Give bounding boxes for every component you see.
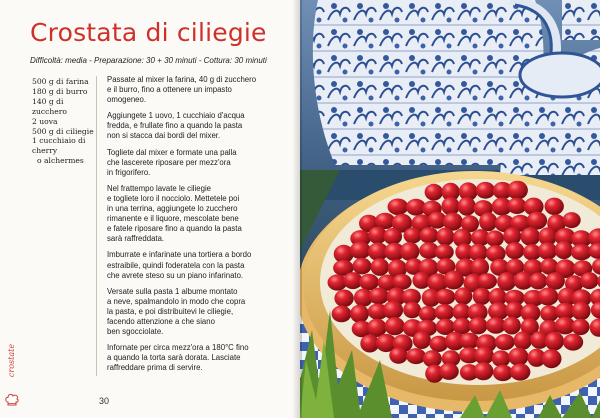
cherry xyxy=(505,302,523,319)
cherry xyxy=(493,365,513,381)
cherry-tart-photo xyxy=(300,0,600,418)
cherry xyxy=(476,182,495,199)
cherry xyxy=(435,304,455,320)
cherry xyxy=(425,184,443,201)
cherry xyxy=(419,227,438,243)
cherry xyxy=(514,331,532,349)
ingredients-list xyxy=(32,77,94,166)
cherry xyxy=(383,301,403,320)
section-label xyxy=(6,330,18,390)
step-paragraph xyxy=(107,184,285,245)
ingredient-item: 1 cucchiaio di cherry xyxy=(32,136,86,156)
cherry xyxy=(538,288,559,306)
recipe-steps xyxy=(107,75,285,379)
step-line: raffreddare prima di servire. xyxy=(107,363,203,373)
cherry xyxy=(419,306,437,322)
cherry xyxy=(443,271,464,290)
cherry xyxy=(486,230,504,246)
cherry xyxy=(563,212,581,228)
step-line: rimanente e il liquore, mescolate bene xyxy=(107,214,239,224)
cherry xyxy=(389,347,407,364)
ingredient-item: 500 g di farina xyxy=(32,77,89,86)
step-line: omogeneo. xyxy=(107,95,147,105)
cherry xyxy=(497,272,516,291)
cherry xyxy=(350,305,369,323)
cherry xyxy=(369,288,389,305)
cherry xyxy=(510,363,530,380)
cherry xyxy=(477,273,497,289)
cherry xyxy=(546,272,565,290)
cherry xyxy=(545,198,564,215)
step-paragraph xyxy=(107,343,285,373)
cherry xyxy=(521,227,541,246)
cherry xyxy=(545,332,564,351)
cherry xyxy=(435,244,454,260)
cherry xyxy=(353,258,372,275)
step-line: e togliete loro il nocciolo. Mettetele poi xyxy=(107,193,240,203)
column-divider xyxy=(96,76,97,376)
cherry xyxy=(400,242,419,261)
cherry xyxy=(542,349,562,368)
cherry xyxy=(423,350,442,367)
step-line: sarà raffreddata. xyxy=(107,234,165,244)
cherry xyxy=(563,334,583,351)
ingredient-item: 180 g di burro xyxy=(32,86,88,96)
cherry xyxy=(439,363,459,380)
step-line: e il burro, fino a ottenere un impasto xyxy=(107,85,232,95)
step-line: ben sgocciolate. xyxy=(107,327,164,337)
section-label-text: crostate xyxy=(7,343,17,377)
step-line: Togliete dal mixer e formate una palla xyxy=(107,147,237,157)
ingredient-item: o alchermes xyxy=(37,156,84,166)
step-line: Passate al mixer la farina, 40 g di zucchero xyxy=(107,75,257,84)
step-line: estraibile, quindi foderatela con la pasta xyxy=(107,260,245,270)
cherry xyxy=(572,302,591,321)
cherry xyxy=(479,212,497,231)
step-paragraph xyxy=(107,250,285,280)
cherry xyxy=(413,331,431,349)
recipe-meta: Difficoltà: media - Preparazione: 30 + 30 minuti - Cottura: 30 minuti xyxy=(30,56,267,65)
cherry xyxy=(458,197,476,216)
step-line: e fatele riposare fino a quando la pasta xyxy=(107,224,242,234)
page-number: 30 xyxy=(99,396,110,406)
cherry xyxy=(469,317,488,334)
cherry xyxy=(350,242,371,260)
cherry xyxy=(454,287,472,304)
step-line: a quando la torta sarà dorata. Lasciate xyxy=(107,353,241,363)
ingredient-item: 140 g di zucchero xyxy=(32,96,67,116)
ingredient-item: 2 uova xyxy=(32,116,58,126)
ingredient-item: 500 g di ciliegie xyxy=(32,126,94,136)
cherry xyxy=(459,333,479,349)
step-line: che avrete steso su un piano infarinato. xyxy=(107,270,244,280)
cherry xyxy=(580,272,598,289)
cherry xyxy=(555,241,573,259)
step-line: non si stacca dai bordi del mixer. xyxy=(107,131,221,141)
step-line: Aggiungete 1 uovo, 1 cucchiaio d'acqua xyxy=(107,111,245,121)
cherry xyxy=(492,350,511,367)
step-paragraph xyxy=(107,111,285,141)
cherry xyxy=(403,302,421,319)
cherry xyxy=(436,228,454,246)
step-line: in una terrina, aggiungete lo zucchero xyxy=(107,204,238,214)
step-line: Versate sulla pasta 1 albume montato xyxy=(107,286,238,296)
cherry xyxy=(359,274,379,291)
step-line: la pasta, e poi distribuitevi le ciliegie, xyxy=(107,306,234,316)
step-line: Infornate per circa mezz'ora a 180°C fino xyxy=(107,343,249,353)
cherry xyxy=(334,290,353,308)
cherry xyxy=(529,273,547,290)
cherry xyxy=(474,347,494,365)
step-line: fredda, e frullate fino a quando la pasta xyxy=(107,121,243,131)
step-paragraph xyxy=(107,287,285,337)
cherry xyxy=(404,228,422,244)
cherry xyxy=(538,242,557,260)
cherry xyxy=(495,334,515,350)
chef-hat-icon xyxy=(4,392,20,408)
cherry xyxy=(503,317,521,335)
book-gutter xyxy=(292,0,302,418)
cherry xyxy=(527,212,547,230)
step-line: a neve, spalmandolo in modo che copra xyxy=(107,296,246,306)
cherry xyxy=(385,317,405,335)
cherry xyxy=(435,289,455,305)
cherry xyxy=(571,244,592,260)
step-line: che lascerete riposare per mezz'ora xyxy=(107,157,231,167)
step-paragraph xyxy=(107,148,285,178)
recipe-title: Crostata di ciliegie xyxy=(30,18,267,47)
cherry xyxy=(388,199,409,216)
step-line: in frigorifero. xyxy=(107,167,151,177)
cherry xyxy=(384,228,403,245)
cherry xyxy=(508,348,528,366)
right-page xyxy=(300,0,600,418)
step-line: Imburrate e infarinate una tortiera a bordo xyxy=(107,250,252,260)
step-line: Nel frattempo lavate le ciliegie xyxy=(107,183,212,193)
cherry xyxy=(571,319,589,335)
cherry xyxy=(406,348,426,364)
cherry xyxy=(332,306,352,323)
cherry xyxy=(507,181,528,200)
cherry xyxy=(505,242,524,259)
cherry xyxy=(473,362,493,380)
cherry xyxy=(429,336,448,352)
step-line: facendo attenzione a che siano xyxy=(107,316,215,326)
step-paragraph xyxy=(107,75,285,105)
cherry xyxy=(473,288,491,305)
cherry xyxy=(371,258,390,276)
